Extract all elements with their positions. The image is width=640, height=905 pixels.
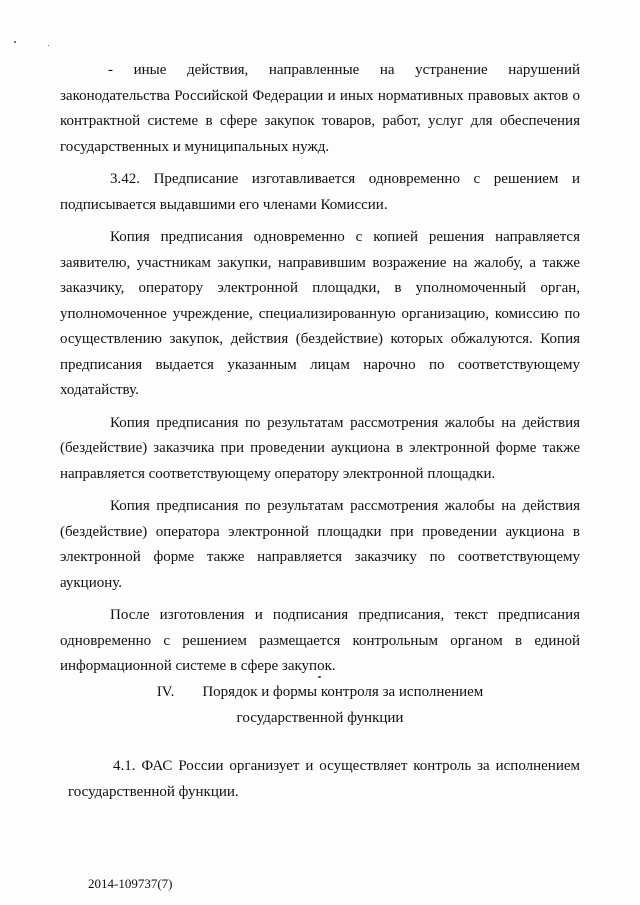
scan-speck — [14, 41, 16, 43]
section-number: IV. — [156, 684, 175, 700]
section-heading — [60, 679, 580, 731]
paragraph-4-1: 4.1. ФАС России организует и осуществляет контроль за исполнением государственной функции. — [68, 758, 580, 800]
paragraph-3-42: 3.42. Предписание изготавливается одновременно с решением и подписывается выдавшими его членами Комиссии. — [60, 171, 580, 213]
paragraph-other-actions: - иные действия, направленные на устранение нарушений законодательства Российской Федерации и иных нормативных правовых актов о контрактной системе в сфере закупок товаров, работ, услуг для обеспечения государственных и муниципальных нужд. — [60, 62, 580, 155]
section-heading-line1 — [60, 679, 580, 705]
paragraph-publication: После изготовления и подписания предписания, текст предписания одновременно с решением размещается контрольным органом в единой информационной системе в сфере закупок. — [60, 607, 580, 674]
body-text — [60, 58, 580, 687]
paragraph-copy-customer: Копия предписания по результатам рассмотрения жалобы на действия (бездействие) оператора электронной площадки при проведении аукциона в электронной форме также направляется заказчику по соответствующему аукциону. — [60, 498, 580, 591]
section-title-part1: Порядок и формы контроля за исполнением — [202, 684, 484, 700]
scan-speck — [48, 45, 49, 46]
paragraph-copy-operator: Копия предписания по результатам рассмотрения жалобы на действия (бездействие) заказчика при проведении аукциона в электронной форме также направляется соответствующему оператору электронной площадки. — [60, 414, 580, 482]
paragraph-copy-sent: Копия предписания одновременно с копией решения направляется заявителю, участникам закупки, направившим возражение на жалобу, а также заказчику, оператору электронной площадки, в уполномоченный орган, уполномоченное учреждение, специализированную организацию, комиссию по осуществлению закупок, действия (бездействие) которых обжалуются. Копия предписания выдается указанным лицам нарочно по соответствующему ходатайству. — [60, 229, 580, 398]
document-number: 2014-109737(7) — [88, 876, 173, 891]
section-title-part2: государственной функции — [236, 710, 404, 726]
